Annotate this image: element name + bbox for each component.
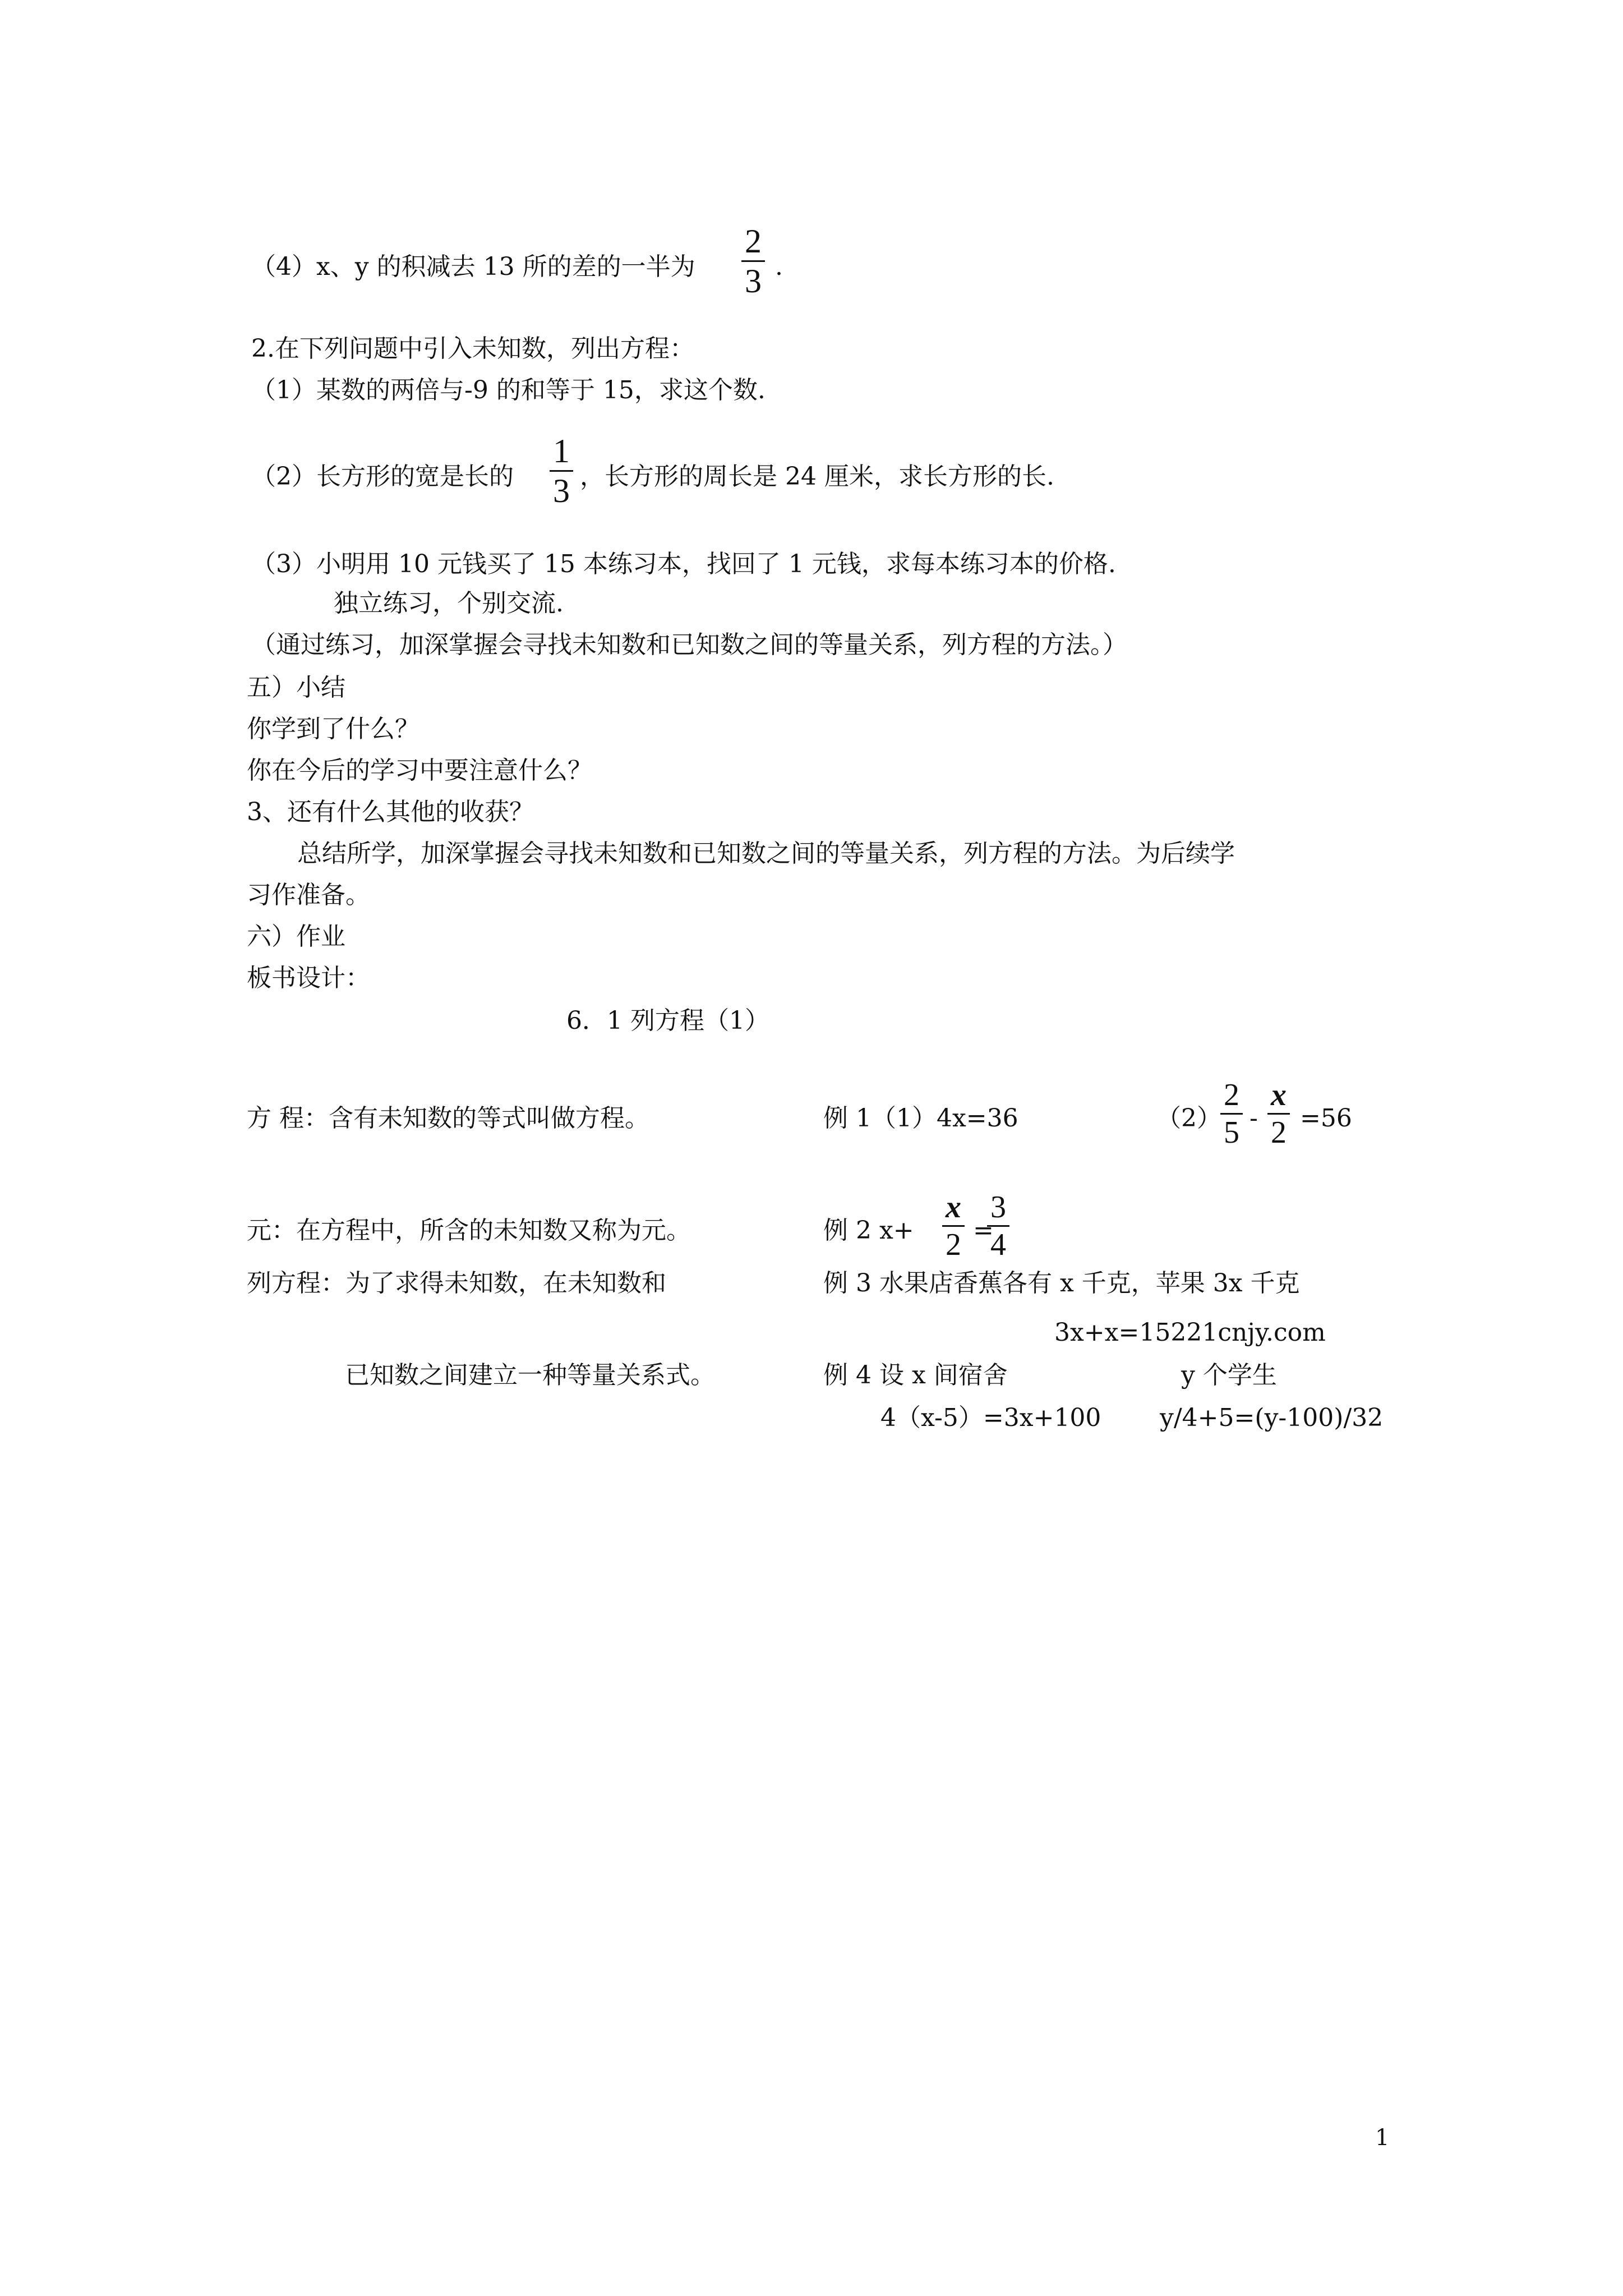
section2-q3: （3）小明用 10 元钱买了 15 本练习本，找回了 1 元钱，求每本练习本的价格. xyxy=(251,550,1116,578)
board-example1b-prefix: （2） xyxy=(1156,1104,1221,1133)
board-example2-fraction1-denominator: 2 xyxy=(946,1227,961,1262)
section2-heading: 2.在下列问题中引入未知数，列出方程： xyxy=(251,334,694,363)
board-example2-fraction1 xyxy=(942,1190,965,1262)
section5-heading: 五）小结 xyxy=(247,673,345,702)
board-example4-equation2: y/4+5=(y-100)/32 xyxy=(1160,1404,1384,1432)
page-number: 1 xyxy=(1375,2125,1390,2151)
board-example1b-fraction1-numerator: 2 xyxy=(1220,1078,1243,1115)
q4-fraction xyxy=(741,223,765,299)
q4-suffix: . xyxy=(775,252,783,281)
board-example1b-suffix: =56 xyxy=(1300,1104,1352,1133)
section5-summary-line2: 习作准备。 xyxy=(247,881,370,909)
board-example3-equation: 3x+x=15221cnjy.com xyxy=(1054,1318,1326,1347)
section5-line3: 3、还有什么其他的收获？ xyxy=(247,798,534,826)
section2-q2-fraction-numerator: 1 xyxy=(550,433,573,472)
board-example1b-fraction1-denominator: 5 xyxy=(1224,1115,1239,1150)
section2-q1: （1）某数的两倍与-9 的和等于 15，求这个数. xyxy=(251,376,766,404)
section2-q2-fraction xyxy=(550,433,573,509)
board-example2-prefix: 例 2 x+ xyxy=(823,1216,914,1245)
board-example2-fraction1-numerator: x xyxy=(942,1190,965,1227)
q4-prefix: （4）x、y 的积减去 13 所的差的一半为 xyxy=(251,252,695,281)
q4-fraction-numerator: 2 xyxy=(741,223,765,262)
board-example2-fraction2 xyxy=(987,1190,1009,1262)
board-example1b-minus: - xyxy=(1249,1104,1258,1133)
section5-summary-line1: 总结所学，加深掌握会寻找未知数和已知数之间的等量关系，列方程的方法。为后续学 xyxy=(297,839,1235,868)
section2-q2-prefix: （2）长方形的宽是长的 xyxy=(251,462,514,491)
section2-practice: 独立练习，个别交流. xyxy=(334,589,564,618)
board-example1b-fraction2 xyxy=(1267,1078,1290,1149)
section2-q2-fraction-denominator: 3 xyxy=(553,472,570,509)
board-def-equation: 方 程：含有未知数的等式叫做方程。 xyxy=(247,1104,649,1133)
board-example2-fraction2-numerator: 3 xyxy=(987,1190,1009,1227)
board-example1b-fraction2-denominator: 2 xyxy=(1271,1115,1287,1150)
board-example2-fraction2-denominator: 4 xyxy=(990,1227,1006,1262)
board-example1b-fraction1 xyxy=(1220,1078,1243,1149)
q4-fraction-denominator: 3 xyxy=(745,263,762,300)
board-example2-equals: = xyxy=(973,1216,994,1245)
section2-note: （通过练习，加深掌握会寻找未知数和已知数之间的等量关系，列方程的方法。） xyxy=(251,631,1127,659)
section5-line1: 你学到了什么？ xyxy=(247,715,419,743)
board-def-list-line1: 列方程：为了求得未知数，在未知数和 xyxy=(247,1269,666,1297)
board-example1: 例 1（1）4x=36 xyxy=(823,1104,1018,1133)
board-example4: 例 4 设 x 间宿舍 xyxy=(823,1361,1008,1389)
board-def-yuan: 元：在方程中，所含的未知数又称为元。 xyxy=(247,1216,691,1245)
board-example4-y: y 个学生 xyxy=(1181,1361,1277,1389)
board-title: 6．1 列方程（1） xyxy=(566,1006,769,1035)
section2-q2-suffix: ，长方形的周长是 24 厘米，求长方形的长. xyxy=(580,462,1054,491)
board-heading: 板书设计： xyxy=(247,964,370,992)
section6-heading: 六）作业 xyxy=(247,922,345,951)
board-example1b-fraction2-numerator: x xyxy=(1267,1078,1290,1115)
board-def-list-line2: 已知数之间建立一种等量关系式。 xyxy=(345,1361,715,1389)
section5-line2: 你在今后的学习中要注意什么？ xyxy=(247,756,592,785)
board-example3: 例 3 水果店香蕉各有 x 千克，苹果 3x 千克 xyxy=(823,1269,1300,1297)
board-example4-equation1: 4（x-5）=3x+100 xyxy=(880,1404,1101,1432)
